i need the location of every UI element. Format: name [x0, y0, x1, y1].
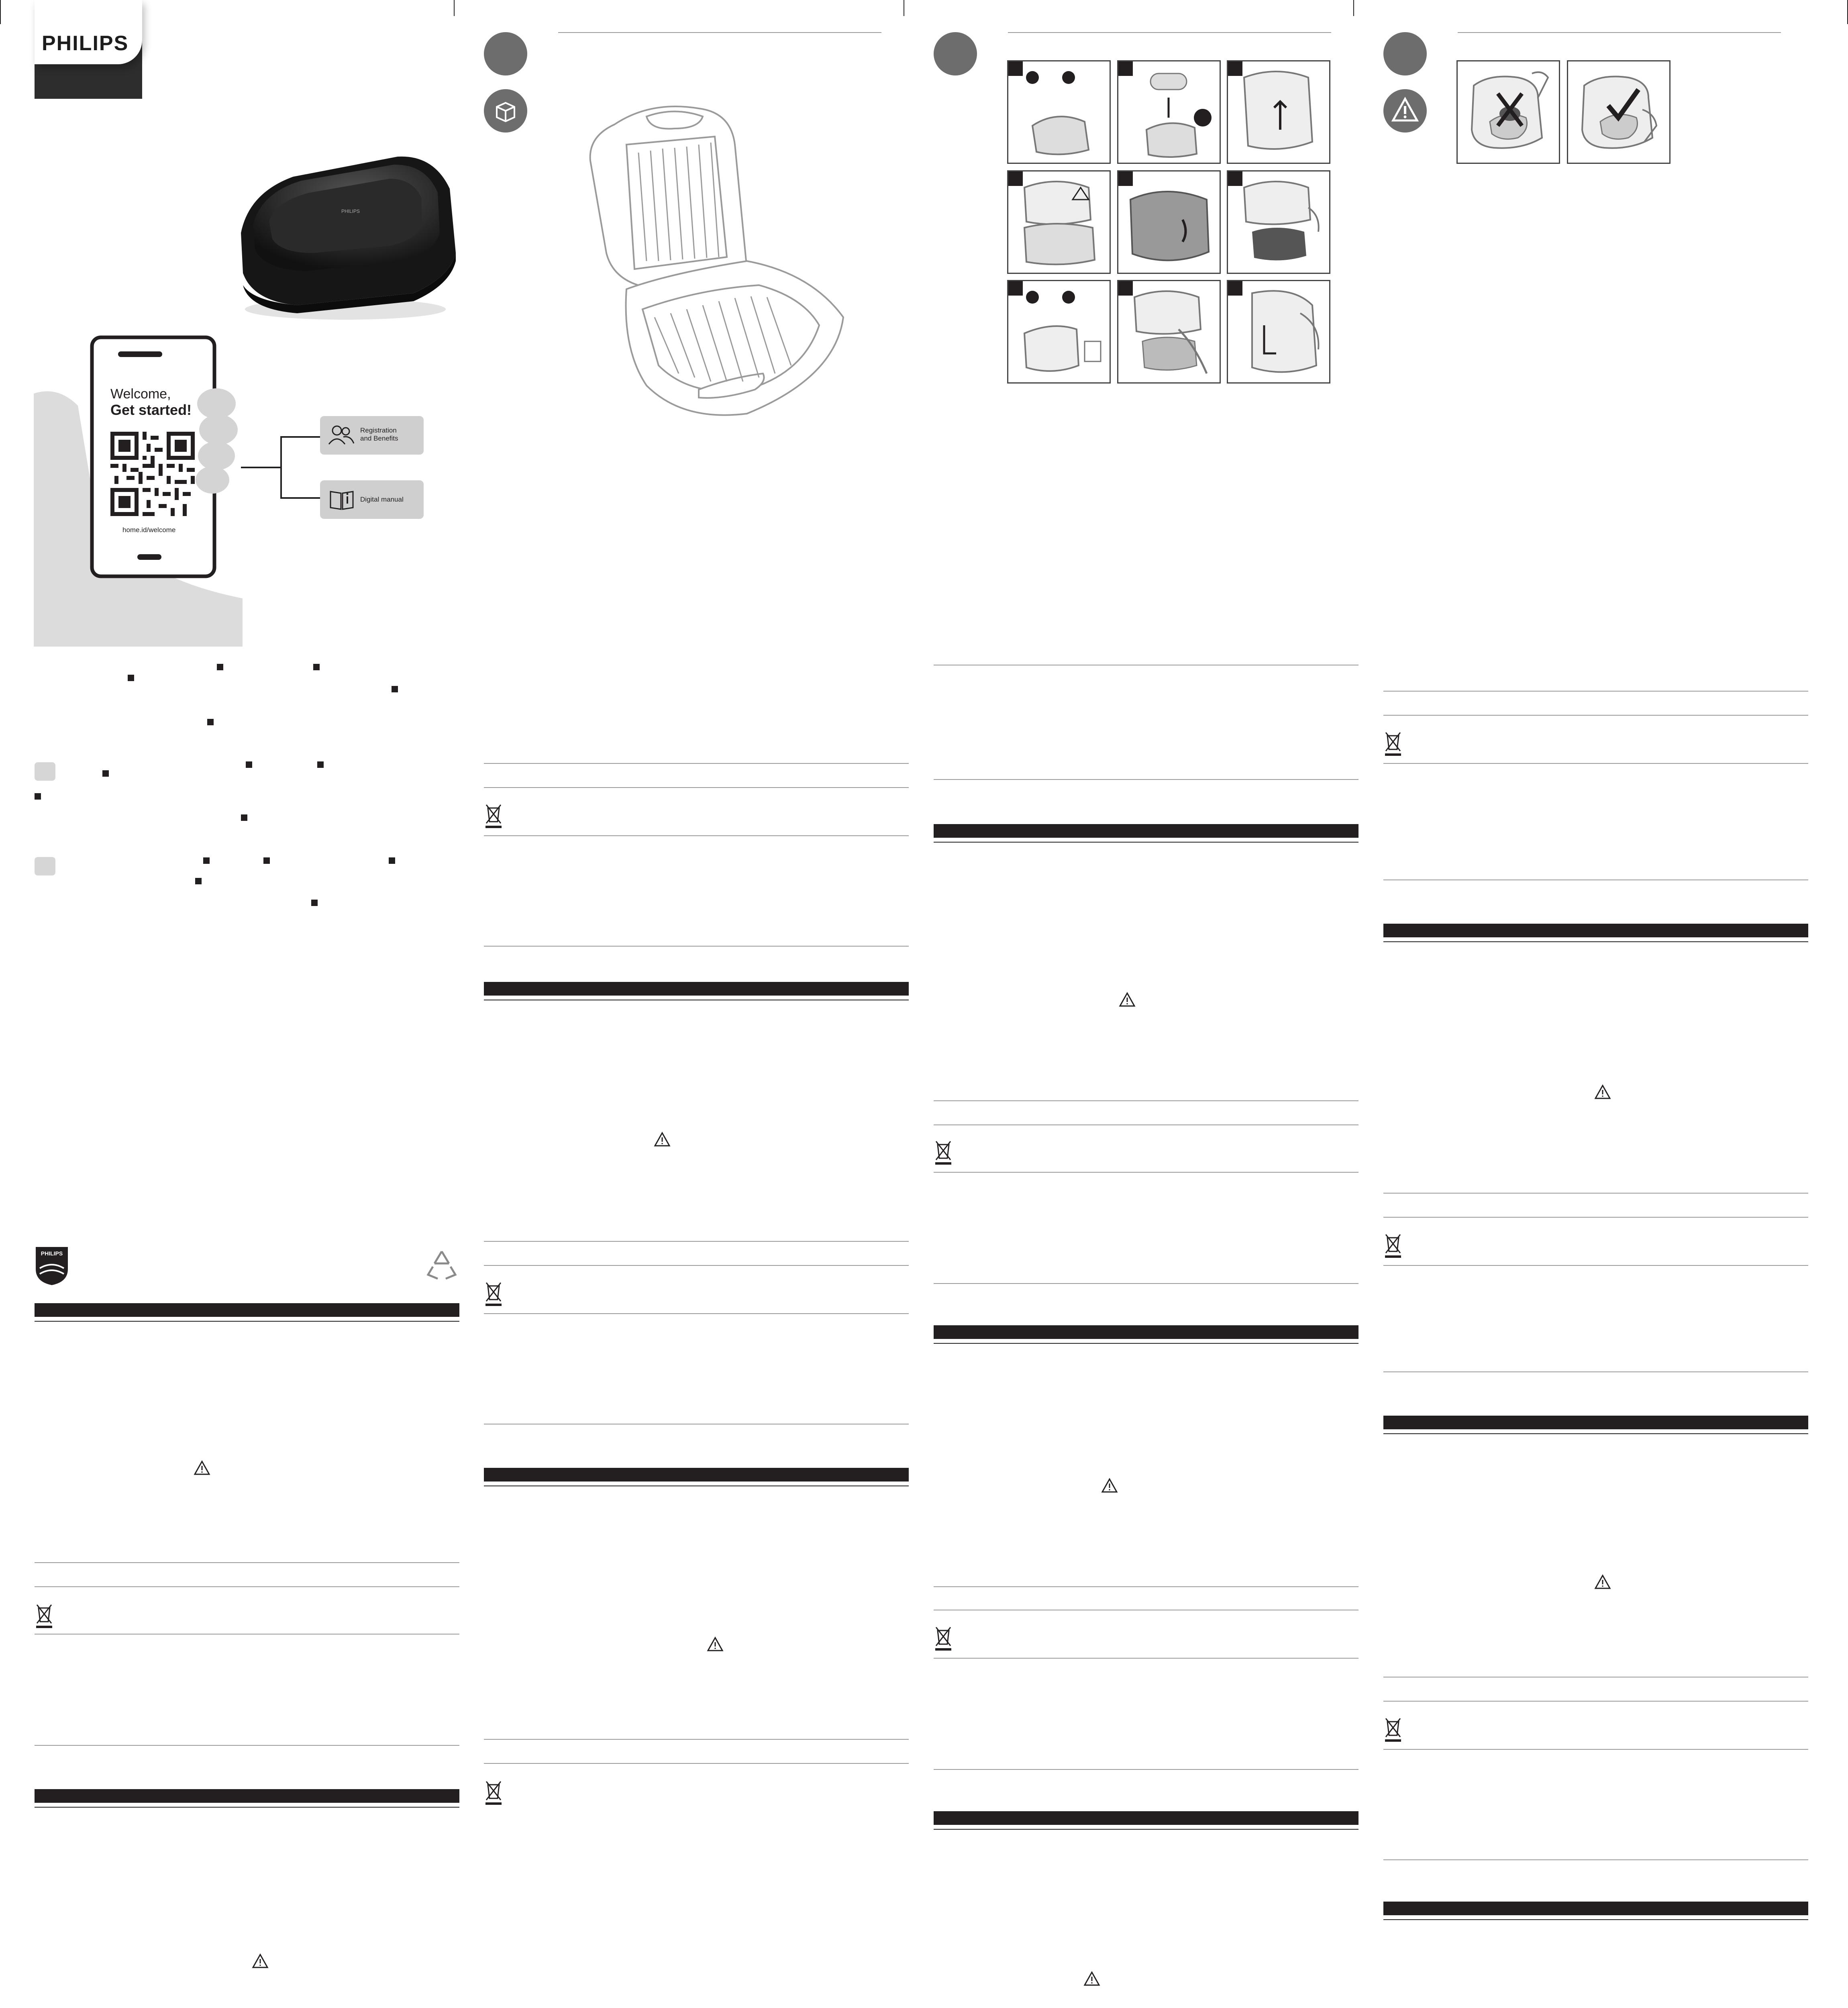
brand-logo: PHILIPS — [42, 32, 129, 55]
header-rule — [1008, 32, 1331, 33]
step-image — [1007, 280, 1111, 384]
divider — [1383, 1371, 1808, 1372]
step-image — [1227, 170, 1330, 274]
divider — [35, 1745, 459, 1746]
section-title-underline — [35, 1807, 459, 1808]
section-number-circle — [1383, 32, 1427, 76]
marker — [311, 900, 318, 906]
step-number-tag — [1228, 281, 1242, 296]
svg-text:PHILIPS: PHILIPS — [41, 1250, 63, 1257]
crossed-out-wheeled-bin-icon — [35, 1603, 54, 1629]
divider — [35, 1634, 459, 1635]
crossed-out-wheeled-bin-icon — [934, 1140, 953, 1165]
divider — [934, 1283, 1358, 1284]
divider — [484, 1313, 909, 1314]
step-number-tag — [1008, 171, 1023, 186]
registration-label-1: Registration — [360, 426, 397, 434]
step-number-tag — [1008, 281, 1023, 296]
step-number-tag — [1118, 281, 1133, 296]
marker — [217, 664, 223, 670]
crossed-out-wheeled-bin-icon — [484, 1281, 503, 1307]
marker — [128, 675, 134, 681]
section-title-bar — [35, 1789, 459, 1803]
crop-mark — [1353, 0, 1354, 16]
marker — [241, 814, 247, 821]
marker — [389, 857, 395, 864]
warning-triangle-icon — [1101, 1478, 1118, 1493]
marker — [392, 686, 398, 692]
section-title-bar — [934, 824, 1358, 838]
marker — [195, 878, 202, 884]
divider — [1383, 1859, 1808, 1860]
divider — [934, 1124, 1358, 1125]
step-number-tag — [1118, 61, 1133, 76]
section-number-circle — [934, 32, 977, 76]
section-title-bar — [1383, 1416, 1808, 1429]
step-image — [1117, 280, 1221, 384]
divider — [934, 1172, 1358, 1173]
wrong-usage-image — [1456, 60, 1560, 164]
section-title-underline — [1383, 941, 1808, 942]
section-title-bar — [1383, 1902, 1808, 1915]
section-title-underline — [934, 1343, 1358, 1344]
divider — [934, 1769, 1358, 1770]
welcome-text: Welcome, — [110, 386, 171, 402]
get-started-text: Get started! — [110, 402, 192, 418]
marker — [246, 761, 252, 768]
step-image — [1227, 280, 1330, 384]
step-number-tag — [1228, 171, 1242, 186]
crossed-out-wheeled-bin-icon — [484, 803, 503, 829]
crossed-out-wheeled-bin-icon — [1383, 1233, 1403, 1259]
divider — [1383, 1701, 1808, 1702]
qr-code[interactable] — [110, 432, 195, 516]
registration-label-2: and Benefits — [360, 435, 398, 442]
section-title-underline — [934, 1829, 1358, 1830]
digital-manual-button[interactable] — [320, 480, 424, 519]
divider — [484, 1241, 909, 1242]
step-image — [1117, 60, 1221, 164]
crossed-out-wheeled-bin-icon — [484, 1780, 503, 1806]
manual-book-icon — [329, 489, 355, 511]
people-icon — [327, 423, 355, 447]
marker — [317, 761, 324, 768]
divider — [484, 787, 909, 788]
section-title-bar — [484, 982, 909, 996]
section-title-bar — [484, 1468, 909, 1482]
product-line-drawing — [578, 100, 859, 422]
recycle-icon — [425, 1248, 459, 1282]
divider — [35, 1586, 459, 1587]
divider — [1383, 1749, 1808, 1750]
step-image — [1227, 60, 1330, 164]
package-icon — [494, 99, 518, 123]
step-number-tag — [1008, 61, 1023, 76]
divider — [1383, 1265, 1808, 1266]
step-number-tag — [1118, 171, 1133, 186]
marker — [263, 857, 270, 864]
step-image — [1007, 170, 1111, 274]
registration-benefits-button[interactable] — [320, 416, 424, 455]
divider — [934, 779, 1358, 780]
section-number-circle — [484, 32, 527, 76]
manual-small-icon — [35, 857, 55, 875]
step-number-tag — [1228, 61, 1242, 76]
header-rule — [1458, 32, 1781, 33]
package-icon-circle — [484, 89, 527, 133]
divider — [1383, 1217, 1808, 1218]
marker — [207, 719, 214, 725]
marker — [203, 857, 210, 864]
marker — [102, 770, 109, 777]
divider — [484, 1265, 909, 1266]
divider — [484, 835, 909, 836]
divider — [1383, 715, 1808, 716]
product-photo — [225, 133, 466, 325]
divider — [1383, 763, 1808, 764]
registration-small-icon — [35, 762, 55, 781]
digital-manual-label: Digital manual — [360, 496, 404, 503]
warning-triangle-icon — [252, 1953, 269, 1969]
section-title-underline — [35, 1321, 459, 1322]
crop-mark — [0, 0, 1, 24]
divider — [934, 1658, 1358, 1659]
shield-icon — [34, 1245, 70, 1287]
crossed-out-wheeled-bin-icon — [934, 1626, 953, 1651]
warning-triangle-icon — [1594, 1574, 1611, 1590]
correct-usage-image — [1567, 60, 1671, 164]
warning-icon — [1391, 96, 1419, 124]
marker — [35, 793, 41, 800]
crossed-out-wheeled-bin-icon — [1383, 1717, 1403, 1743]
warning-triangle-icon — [194, 1460, 210, 1475]
welcome-url[interactable]: home.id/welcome — [122, 526, 176, 534]
section-title-bar — [1383, 924, 1808, 937]
crop-mark — [454, 0, 455, 16]
header-rule — [558, 32, 881, 33]
section-title-underline — [1383, 1919, 1808, 1920]
section-title-underline — [1383, 1433, 1808, 1434]
step-image — [1007, 60, 1111, 164]
divider — [1383, 1193, 1808, 1194]
section-title-bar — [934, 1811, 1358, 1825]
warning-triangle-icon — [654, 1132, 671, 1147]
warning-triangle-icon — [1594, 1084, 1611, 1100]
divider — [484, 1763, 909, 1764]
crossed-out-wheeled-bin-icon — [1383, 731, 1403, 757]
section-title-bar — [35, 1303, 459, 1317]
divider — [934, 1586, 1358, 1587]
connector-lines — [241, 430, 321, 510]
section-title-bar — [934, 1325, 1358, 1339]
warning-circle — [1383, 89, 1427, 133]
divider — [484, 946, 909, 947]
brand-tab — [35, 0, 142, 99]
divider — [35, 1562, 459, 1563]
marker — [313, 664, 320, 670]
step-image — [1117, 170, 1221, 274]
warning-triangle-icon — [1119, 992, 1136, 1007]
divider — [484, 1739, 909, 1740]
svg-text:PHILIPS: PHILIPS — [341, 208, 360, 214]
section-title-underline — [934, 842, 1358, 843]
divider — [1383, 691, 1808, 692]
warning-triangle-icon — [1083, 1971, 1100, 1986]
warning-triangle-icon — [707, 1637, 724, 1652]
divider — [484, 763, 909, 764]
divider — [934, 1100, 1358, 1101]
